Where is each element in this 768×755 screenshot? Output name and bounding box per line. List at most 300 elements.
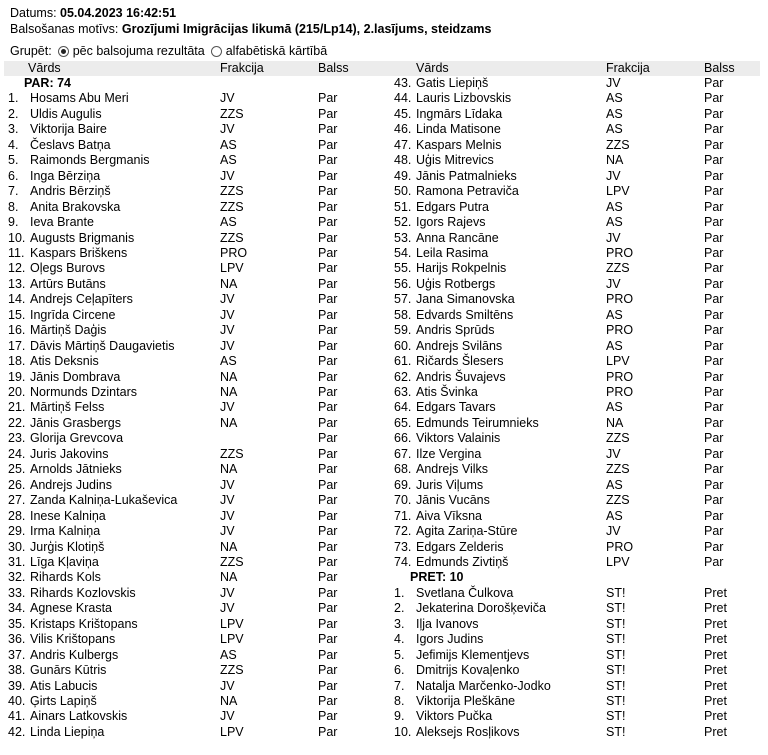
member-faction: LPV <box>606 354 630 369</box>
member-vote: Par <box>318 709 338 724</box>
member-name: Lauris Lizbovskis <box>416 91 512 106</box>
member-faction: JV <box>606 524 621 539</box>
row-number: 19. <box>8 369 26 384</box>
row-number: 33. <box>8 585 26 600</box>
row-number: 61. <box>394 354 412 369</box>
member-faction: ST! <box>606 694 626 708</box>
table-row <box>390 462 768 478</box>
col-vote-header: Balss <box>704 61 735 75</box>
table-row <box>4 400 384 416</box>
row-number: 41. <box>8 709 26 724</box>
column-header-left <box>4 61 390 76</box>
table-row <box>390 725 768 741</box>
row-number: 4. <box>394 632 405 647</box>
member-faction: ST! <box>606 724 626 739</box>
row-number: 22. <box>8 415 26 430</box>
member-name: Atis Labucis <box>30 678 98 693</box>
row-number: 5. <box>8 153 19 168</box>
member-faction: NA <box>220 385 238 399</box>
member-name: Anita Brakovska <box>30 199 121 214</box>
member-name: Dmitrijs Kovaļenko <box>416 663 520 678</box>
table-row <box>390 76 768 92</box>
member-faction: ZZS <box>220 446 244 461</box>
member-faction: NA <box>220 276 238 291</box>
table-row <box>390 679 768 695</box>
member-vote: Par <box>318 168 338 183</box>
member-faction: JV <box>606 168 621 183</box>
table-row <box>4 493 384 509</box>
member-name: Rihards Kozlovskis <box>30 585 136 600</box>
member-vote: Par <box>704 276 724 291</box>
member-vote: Par <box>318 199 338 214</box>
table-row <box>390 447 768 463</box>
row-number: 52. <box>394 215 412 230</box>
member-faction: LPV <box>606 554 630 569</box>
member-faction: AS <box>220 137 237 152</box>
member-vote: Par <box>318 446 338 461</box>
row-number: 71. <box>394 508 412 523</box>
member-name: Atis Deksnis <box>30 354 99 369</box>
member-vote: Par <box>318 570 338 585</box>
member-vote: Par <box>704 493 724 508</box>
table-row <box>390 91 768 107</box>
table-row <box>4 323 384 339</box>
member-vote: Par <box>318 462 338 477</box>
row-number: 21. <box>8 400 26 415</box>
member-name: Edgars Putra <box>416 199 489 214</box>
member-faction: AS <box>220 647 237 662</box>
member-name: Viktorija Baire <box>30 122 107 137</box>
member-name: Jānis Patmalnieks <box>416 168 517 183</box>
table-row <box>4 261 384 277</box>
member-vote: Par <box>704 168 724 183</box>
member-vote: Par <box>704 539 724 554</box>
member-name: Edgars Zelderis <box>416 539 504 554</box>
row-number: 59. <box>394 323 412 338</box>
member-name: Jurģis Klotiņš <box>30 539 105 554</box>
member-vote: Par <box>704 184 724 199</box>
column-header-right <box>390 61 760 76</box>
member-vote: Par <box>704 354 724 369</box>
radio-alphabetical-label[interactable]: alfabētiskā kārtībā <box>225 44 328 58</box>
table-row <box>390 431 768 447</box>
table-row <box>390 478 768 494</box>
table-row <box>4 679 384 695</box>
row-number: 60. <box>394 338 412 353</box>
member-faction: JV <box>220 91 235 106</box>
member-vote: Par <box>704 76 724 90</box>
row-number: 30. <box>8 539 26 554</box>
member-name: Andris Šuvajevs <box>416 369 506 384</box>
member-vote: Par <box>704 137 724 152</box>
member-vote: Par <box>318 431 338 446</box>
table-row <box>4 540 384 556</box>
member-faction: JV <box>606 230 621 245</box>
row-number: 45. <box>394 106 412 121</box>
row-number: 36. <box>8 632 26 647</box>
member-name: Ainars Latkovskis <box>30 709 128 724</box>
member-faction: JV <box>220 292 235 307</box>
table-row <box>4 169 384 185</box>
member-vote: Par <box>318 307 338 322</box>
member-name: Arnolds Jātnieks <box>30 462 122 477</box>
member-faction: JV <box>220 678 235 693</box>
row-number: 32. <box>8 570 26 585</box>
member-faction: AS <box>220 153 237 168</box>
member-faction: ST! <box>606 585 626 600</box>
row-number: 14. <box>8 292 26 307</box>
member-faction: LPV <box>220 261 244 276</box>
table-row <box>4 524 384 540</box>
member-name: Zanda Kalniņa-Lukaševica <box>30 493 178 508</box>
member-vote: Pret <box>704 585 727 600</box>
member-name: Viktors Valainis <box>416 431 501 446</box>
member-name: Ģirts Lapiņš <box>30 694 97 708</box>
row-number: 8. <box>8 199 19 214</box>
row-number: 4. <box>8 137 19 152</box>
row-number: 34. <box>8 601 26 616</box>
member-name: Igors Rajevs <box>416 215 486 230</box>
member-vote: Par <box>318 415 338 430</box>
row-number: 9. <box>8 215 19 230</box>
member-name: Dāvis Mārtiņš Daugavietis <box>30 338 175 353</box>
grouping-control <box>10 44 327 58</box>
member-vote: Par <box>704 215 724 230</box>
member-faction: NA <box>220 539 238 554</box>
member-faction: ZZS <box>220 184 244 199</box>
member-vote: Par <box>318 230 338 245</box>
row-number: 47. <box>394 137 412 152</box>
member-name: Oļegs Burovs <box>30 261 106 276</box>
member-name: Aiva Vīksna <box>416 508 483 523</box>
table-row <box>4 292 384 308</box>
table-row <box>390 138 768 154</box>
member-vote: Pret <box>704 647 727 662</box>
row-number: 29. <box>8 524 26 539</box>
row-number: 31. <box>8 554 26 569</box>
row-number: 70. <box>394 493 412 508</box>
table-row <box>4 431 384 447</box>
member-name: Ričards Šlesers <box>416 354 504 369</box>
table-row <box>4 694 384 710</box>
table-row <box>390 493 768 509</box>
table-row <box>4 648 384 664</box>
col-name-header: Vārds <box>28 61 61 75</box>
row-number: 49. <box>394 168 412 183</box>
member-vote: Pret <box>704 601 727 616</box>
member-vote: Par <box>318 261 338 276</box>
radio-by-result-label[interactable]: pēc balsojuma rezultāta <box>72 44 205 58</box>
member-vote: Par <box>318 632 338 647</box>
member-faction: JV <box>220 400 235 415</box>
member-faction: LPV <box>220 724 244 739</box>
member-faction: AS <box>606 215 623 230</box>
table-row <box>390 709 768 725</box>
row-number: 6. <box>8 168 19 183</box>
table-row <box>4 447 384 463</box>
member-name: Artūrs Butāns <box>30 276 106 291</box>
member-name: Viktors Pučka <box>416 709 493 724</box>
member-vote: Par <box>704 307 724 322</box>
table-row <box>4 184 384 200</box>
row-number: 39. <box>8 678 26 693</box>
member-vote: Par <box>704 122 724 137</box>
member-name: Igors Judins <box>416 632 484 647</box>
member-faction: LPV <box>606 184 630 199</box>
member-vote: Par <box>704 323 724 338</box>
member-faction: NA <box>220 694 238 708</box>
member-name: Natalja Marčenko-Jodko <box>416 678 551 693</box>
member-name: Andrejs Vilks <box>416 462 489 477</box>
member-name: Anna Rancāne <box>416 230 499 245</box>
row-number: 68. <box>394 462 412 477</box>
row-number: 40. <box>8 694 26 708</box>
member-vote: Par <box>704 385 724 399</box>
row-number: 15. <box>8 307 26 322</box>
table-row <box>390 169 768 185</box>
member-name: Ingrīda Circene <box>30 307 116 322</box>
member-name: Juris Jakovins <box>30 446 109 461</box>
row-number: 58. <box>394 307 412 322</box>
row-number: 3. <box>8 122 19 137</box>
table-row <box>390 261 768 277</box>
member-faction: AS <box>606 477 623 492</box>
table-row <box>390 694 768 710</box>
member-vote: Par <box>318 508 338 523</box>
member-vote: Par <box>704 431 724 446</box>
member-vote: Par <box>318 276 338 291</box>
motive-label: Balsošanas motīvs: <box>10 22 119 36</box>
member-faction: ST! <box>606 616 626 631</box>
table-row <box>390 308 768 324</box>
table-row <box>390 400 768 416</box>
member-name: Linda Liepiņa <box>30 724 105 739</box>
row-number: 24. <box>8 446 26 461</box>
member-faction: NA <box>220 369 238 384</box>
member-faction: JV <box>220 477 235 492</box>
member-name: Andris Sprūds <box>416 323 495 338</box>
member-vote: Par <box>318 477 338 492</box>
member-vote: Par <box>318 585 338 600</box>
member-name: Līga Kļaviņa <box>30 554 99 569</box>
table-row <box>4 200 384 216</box>
table-row <box>390 153 768 169</box>
row-number: 72. <box>394 524 412 539</box>
member-vote: Pret <box>704 678 727 693</box>
row-number: 73. <box>394 539 412 554</box>
row-number: 27. <box>8 493 26 508</box>
member-vote: Par <box>318 91 338 106</box>
member-name: Rihards Kols <box>30 570 101 585</box>
member-name: Jānis Vucāns <box>416 493 490 508</box>
member-name: Svetlana Čulkova <box>416 585 514 600</box>
table-row <box>4 586 384 602</box>
member-vote: Par <box>318 554 338 569</box>
table-row <box>4 122 384 138</box>
row-number: 16. <box>8 323 26 338</box>
table-row <box>390 416 768 432</box>
motive-value: Grozījumi Imigrācijas likumā (215/Lp14), 2.lasījums, steidzams <box>121 22 492 36</box>
date-line <box>10 6 176 20</box>
row-number: 38. <box>8 663 26 678</box>
date-label: Datums: <box>10 6 57 20</box>
table-row <box>4 153 384 169</box>
row-number: 7. <box>394 678 405 693</box>
row-number: 42. <box>8 724 26 739</box>
member-vote: Par <box>318 354 338 369</box>
table-row <box>390 184 768 200</box>
table-row <box>4 138 384 154</box>
member-name: Hosams Abu Meri <box>30 91 129 106</box>
row-number: 2. <box>8 106 19 121</box>
table-row <box>4 385 384 401</box>
row-number: 43. <box>394 76 412 90</box>
member-name: Andris Bērziņš <box>30 184 111 199</box>
member-faction: NA <box>606 153 624 168</box>
member-name: Uģis Rotbergs <box>416 276 496 291</box>
member-faction: NA <box>220 462 238 477</box>
row-number: 53. <box>394 230 412 245</box>
member-vote: Pret <box>704 694 727 708</box>
table-row <box>4 231 384 247</box>
member-name: Gatis Liepiņš <box>416 76 489 90</box>
member-vote: Par <box>704 462 724 477</box>
member-vote: Par <box>318 106 338 121</box>
member-name: Ramona Petraviča <box>416 184 519 199</box>
table-row <box>390 107 768 123</box>
table-row <box>390 200 768 216</box>
member-name: Edvards Smiltēns <box>416 307 514 322</box>
member-vote: Par <box>318 601 338 616</box>
member-name: Normunds Dzintars <box>30 385 137 399</box>
member-faction: JV <box>220 307 235 322</box>
table-row <box>4 725 384 741</box>
member-vote: Par <box>318 137 338 152</box>
member-vote: Par <box>704 369 724 384</box>
member-name: Inga Bērziņa <box>30 168 101 183</box>
table-row <box>4 339 384 355</box>
member-name: Kaspars Briškens <box>30 245 128 260</box>
row-number: 55. <box>394 261 412 276</box>
member-vote: Par <box>318 338 338 353</box>
member-faction: ST! <box>606 663 626 678</box>
member-name: Edmunds Zivtiņš <box>416 554 509 569</box>
member-faction: AS <box>606 122 623 137</box>
member-faction: AS <box>220 215 237 230</box>
member-name: Jānis Dombrava <box>30 369 121 384</box>
row-number: 48. <box>394 153 412 168</box>
member-vote: Pret <box>704 663 727 678</box>
member-vote: Par <box>704 245 724 260</box>
radio-by-result[interactable] <box>58 46 69 57</box>
member-vote: Pret <box>704 632 727 647</box>
radio-alphabetical[interactable] <box>211 46 222 57</box>
member-faction: PRO <box>606 245 634 260</box>
member-faction: AS <box>606 106 623 121</box>
member-name: Andrejs Judins <box>30 477 112 492</box>
member-name: Augusts Brigmanis <box>30 230 135 245</box>
member-vote: Par <box>704 106 724 121</box>
table-row <box>390 215 768 231</box>
table-row <box>4 246 384 262</box>
row-number: 10. <box>8 230 26 245</box>
member-vote: Par <box>704 91 724 106</box>
member-faction: LPV <box>220 632 244 647</box>
row-number: 7. <box>8 184 19 199</box>
table-row <box>4 107 384 123</box>
member-name: Andris Kulbergs <box>30 647 119 662</box>
row-number: 69. <box>394 477 412 492</box>
table-row <box>4 370 384 386</box>
member-faction: ST! <box>606 678 626 693</box>
member-faction: JV <box>220 323 235 338</box>
row-number: 20. <box>8 385 26 399</box>
member-name: Harijs Rokpelnis <box>416 261 507 276</box>
member-faction: AS <box>220 354 237 369</box>
member-name: Kaspars Melnis <box>416 137 502 152</box>
row-number: 74. <box>394 554 412 569</box>
member-vote: Par <box>318 215 338 230</box>
member-name: Andrejs Svilāns <box>416 338 503 353</box>
row-number: 51. <box>394 199 412 214</box>
row-number: 23. <box>8 431 26 446</box>
member-faction: JV <box>220 508 235 523</box>
row-number: 28. <box>8 508 26 523</box>
table-row <box>390 246 768 262</box>
member-faction: ZZS <box>606 261 630 276</box>
member-faction: JV <box>220 585 235 600</box>
member-faction: ST! <box>606 709 626 724</box>
member-faction: ZZS <box>606 137 630 152</box>
member-vote: Pret <box>704 724 727 739</box>
row-number: 3. <box>394 616 405 631</box>
member-name: Agita Zariņa-Stūre <box>416 524 518 539</box>
member-vote: Par <box>318 539 338 554</box>
member-name: Leila Rasima <box>416 245 489 260</box>
member-vote: Par <box>318 245 338 260</box>
member-vote: Par <box>704 230 724 245</box>
member-faction: JV <box>220 524 235 539</box>
table-row <box>4 617 384 633</box>
table-row <box>4 277 384 293</box>
member-faction: PRO <box>220 245 248 260</box>
group-title: PRET: 10 <box>410 570 464 585</box>
member-name: Edmunds Teirumnieks <box>416 415 539 430</box>
table-row <box>390 385 768 401</box>
row-number: 10. <box>394 724 412 739</box>
row-number: 26. <box>8 477 26 492</box>
table-row <box>4 462 384 478</box>
table-row <box>390 524 768 540</box>
member-vote: Pret <box>704 709 727 724</box>
member-vote: Par <box>318 493 338 508</box>
member-name: Glorija Grevcova <box>30 431 124 446</box>
member-vote: Par <box>318 678 338 693</box>
table-row <box>4 632 384 648</box>
member-name: Viktorija Pleškāne <box>416 694 516 708</box>
row-number: 5. <box>394 647 405 662</box>
member-vote: Par <box>318 524 338 539</box>
table-row <box>4 555 384 571</box>
member-faction: PRO <box>606 385 634 399</box>
member-faction: AS <box>606 338 623 353</box>
member-faction: PRO <box>606 323 634 338</box>
member-name: Agnese Krasta <box>30 601 112 616</box>
member-name: Iļja Ivanovs <box>416 616 479 631</box>
member-name: Uģis Mitrevics <box>416 153 494 168</box>
row-number: 57. <box>394 292 412 307</box>
member-name: Irma Kalniņa <box>30 524 101 539</box>
